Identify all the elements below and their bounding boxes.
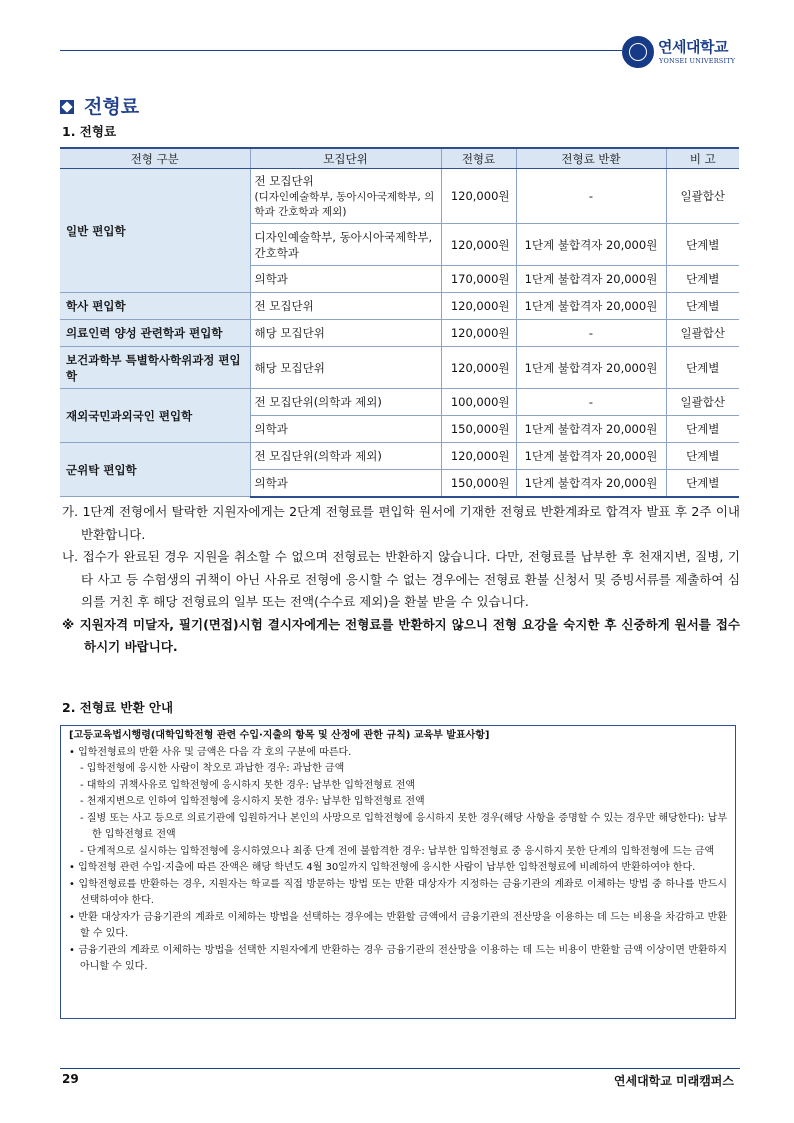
remark-cell: 단계별 [666, 224, 739, 266]
university-logo [622, 36, 742, 70]
unit-cell: 의학과 [250, 416, 441, 443]
unit-note: (디자인예술학부, 동아시아국제학부, 의학과 간호학과 제외) [254, 191, 435, 218]
table-row [60, 293, 739, 320]
fee-cell: 150,000원 [441, 416, 516, 443]
table-row [60, 169, 739, 224]
notice-bullet: • 입학전형 관련 수입·지출에 따른 잔액은 해당 학년도 4월 30일까지 입학전형에 응시한 사람이 납부한 입학전형료에 비례하여 반환하여야 한다. [69, 862, 696, 873]
footer-campus: 연세대학교 미래캠퍼스 [613, 1074, 734, 1088]
refund-cell: 1단계 불합격자 20,000원 [516, 224, 666, 266]
section-title-text: 전형료 [84, 96, 140, 118]
unit-cell [250, 169, 441, 224]
fee-table [60, 147, 739, 498]
notice-dash-item: - 단계적으로 실시하는 입학전형에 응시하였으나 최종 단계 전에 불합격한 경우: 납부한 입학전형료 중 응시하지 못한 단계의 입학전형에 드는 금액 [80, 845, 715, 857]
fee-cell: 120,000원 [441, 169, 516, 224]
col-header: 비 고 [666, 148, 739, 169]
note-ga: 가. 1단계 전형에서 탈락한 지원자에게는 2단계 전형료를 편입학 원서에 기재한 전형료 반환계좌로 합격자 발표 후 2주 이내 반환합니다. [62, 504, 740, 542]
fee-cell: 120,000원 [441, 224, 516, 266]
unit-text: 전 모집단위 [254, 174, 314, 188]
fee-subtitle: 1. 전형료 [62, 124, 117, 139]
remark-cell: 단계별 [666, 293, 739, 320]
table-header-row [60, 148, 739, 169]
remark-cell: 단계별 [666, 470, 739, 497]
note-warning: ※ 지원자격 미달자, 필기(면접)시험 결시자에게는 전형료를 반환하지 않으니 전형 요강을 숙지한 후 신중하게 원서를 접수하시기 바랍니다. [62, 616, 740, 654]
unit-cell: 의학과 [250, 470, 441, 497]
category-cell: 보건과학부 특별학사학위과정 편입학 [60, 347, 250, 389]
category-cell: 일반 편입학 [60, 169, 250, 293]
unit-cell: 전 모집단위 [250, 293, 441, 320]
notice-dash-item: - 대학의 귀책사유로 입학전형에 응시하지 못한 경우: 납부한 입학전형료 전액 [80, 779, 416, 791]
remark-cell: 일괄합산 [666, 320, 739, 347]
refund-cell: - [516, 389, 666, 416]
remark-cell: 단계별 [666, 443, 739, 470]
refund-cell: 1단계 불합격자 20,000원 [516, 266, 666, 293]
remark-cell: 단계별 [666, 416, 739, 443]
unit-cell: 디자인예술학부, 동아시아국제학부, 간호학과 [250, 224, 441, 266]
notice-bullet: • 입학전형료를 반환하는 경우, 지원자는 학교를 직접 방문하는 방법 또는 반환 대상자가 지정하는 금융기관의 계좌로 이체하는 방법 중 하나를 반드시 선택하여야 한다. [69, 878, 727, 906]
unit-cell: 해당 모집단위 [250, 347, 441, 389]
footer-rule [60, 1068, 740, 1069]
fee-cell: 100,000원 [441, 389, 516, 416]
notice-title: [고등교육법시행령(대학입학전형 관련 수입·지출의 항목 및 산정에 관한 규칙) 교육부 발표사항] [69, 730, 490, 741]
refund-cell: - [516, 169, 666, 224]
refund-cell: - [516, 320, 666, 347]
notice-bullet: • 반환 대상자가 금융기관의 계좌로 이체하는 방법을 선택하는 경우에는 반환할 금액에서 금융기관의 전산망을 이용하는 데 드는 비용을 차감하고 반환할 수 있다. [69, 911, 727, 939]
col-header: 전형료 [441, 148, 516, 169]
notice-dash-item: - 질병 또는 사고 등으로 의료기관에 입원하거나 본인의 사망으로 입학전형에 응시하지 못한 경우(해당 사항을 증명할 수 있는 경우만 해당한다): 납부한 입학전형료 전액 [80, 812, 727, 840]
refund-subtitle: 2. 전형료 반환 안내 [62, 700, 174, 715]
remark-cell: 단계별 [666, 347, 739, 389]
fee-cell: 120,000원 [441, 293, 516, 320]
fee-cell: 170,000원 [441, 266, 516, 293]
unit-cell: 전 모집단위(의학과 제외) [250, 389, 441, 416]
remark-cell: 일괄합산 [666, 389, 739, 416]
notice-bullet: • 금융기관의 계좌로 이체하는 방법을 선택한 지원자에게 반환하는 경우 금융기관의 전산망을 이용하는 데 드는 비용이 반환할 금액 이상이면 반환하지 아니할 수 있다. [69, 944, 727, 972]
refund-cell: 1단계 불합격자 20,000원 [516, 470, 666, 497]
fee-cell: 120,000원 [441, 347, 516, 389]
note-na: 나. 접수가 완료된 경우 지원을 취소할 수 없으며 전형료는 반환하지 않습니다. 다만, 전형료를 납부한 후 천재지변, 질병, 기타 사고 등 수험생의 귀책이 아닌 사유로 전형에 응시할 수 없는 경우에는 전형료 환불 신청서 및 증빙서류를 제출하여 심의를 거친 후 해당 전형료의 일부 또는 전액(수수료 제외)을 환불 받을 수 있습니다. [62, 549, 740, 609]
table-row [60, 320, 739, 347]
category-cell: 의료인력 양성 관련학과 편입학 [60, 320, 250, 347]
table-row [60, 347, 739, 389]
fee-cell: 120,000원 [441, 320, 516, 347]
section-title [60, 92, 139, 119]
logo-subtitle: YONSEI UNIVERSITY [659, 57, 736, 65]
yonsei-seal-icon [622, 36, 654, 68]
notice-dash-item: - 입학전형에 응시한 사람이 착오로 과납한 경우: 과납한 금액 [80, 763, 345, 774]
unit-cell: 전 모집단위(의학과 제외) [250, 443, 441, 470]
category-cell: 군위탁 편입학 [60, 443, 250, 497]
category-cell: 학사 편입학 [60, 293, 250, 320]
remark-cell: 단계별 [666, 266, 739, 293]
diamond-square-icon [60, 100, 74, 114]
logo-name: 연세대학교 [658, 38, 728, 56]
refund-notice-box [60, 725, 736, 1019]
refund-cell: 1단계 불합격자 20,000원 [516, 443, 666, 470]
refund-cell: 1단계 불합격자 20,000원 [516, 416, 666, 443]
unit-cell: 해당 모집단위 [250, 320, 441, 347]
remark-cell: 일괄합산 [666, 169, 739, 224]
fee-cell: 120,000원 [441, 443, 516, 470]
unit-cell: 의학과 [250, 266, 441, 293]
category-cell: 재외국민과외국인 편입학 [60, 389, 250, 443]
col-header: 모집단위 [250, 148, 441, 169]
notice-bullet: • 입학전형료의 반환 사유 및 금액은 다음 각 호의 구분에 따른다. [69, 746, 352, 758]
header-rule [60, 50, 622, 51]
refund-cell: 1단계 불합격자 20,000원 [516, 293, 666, 320]
table-row [60, 389, 739, 416]
col-header: 전형료 반환 [516, 148, 666, 169]
refund-cell: 1단계 불합격자 20,000원 [516, 347, 666, 389]
col-header: 전형 구분 [60, 148, 250, 169]
fee-cell: 150,000원 [441, 470, 516, 497]
fee-notes [62, 501, 740, 659]
table-row [60, 443, 739, 470]
page-number: 29 [62, 1072, 79, 1086]
notice-dash-item: - 천재지변으로 인하여 입학전형에 응시하지 못한 경우: 납부한 입학전형료 전액 [80, 796, 425, 807]
